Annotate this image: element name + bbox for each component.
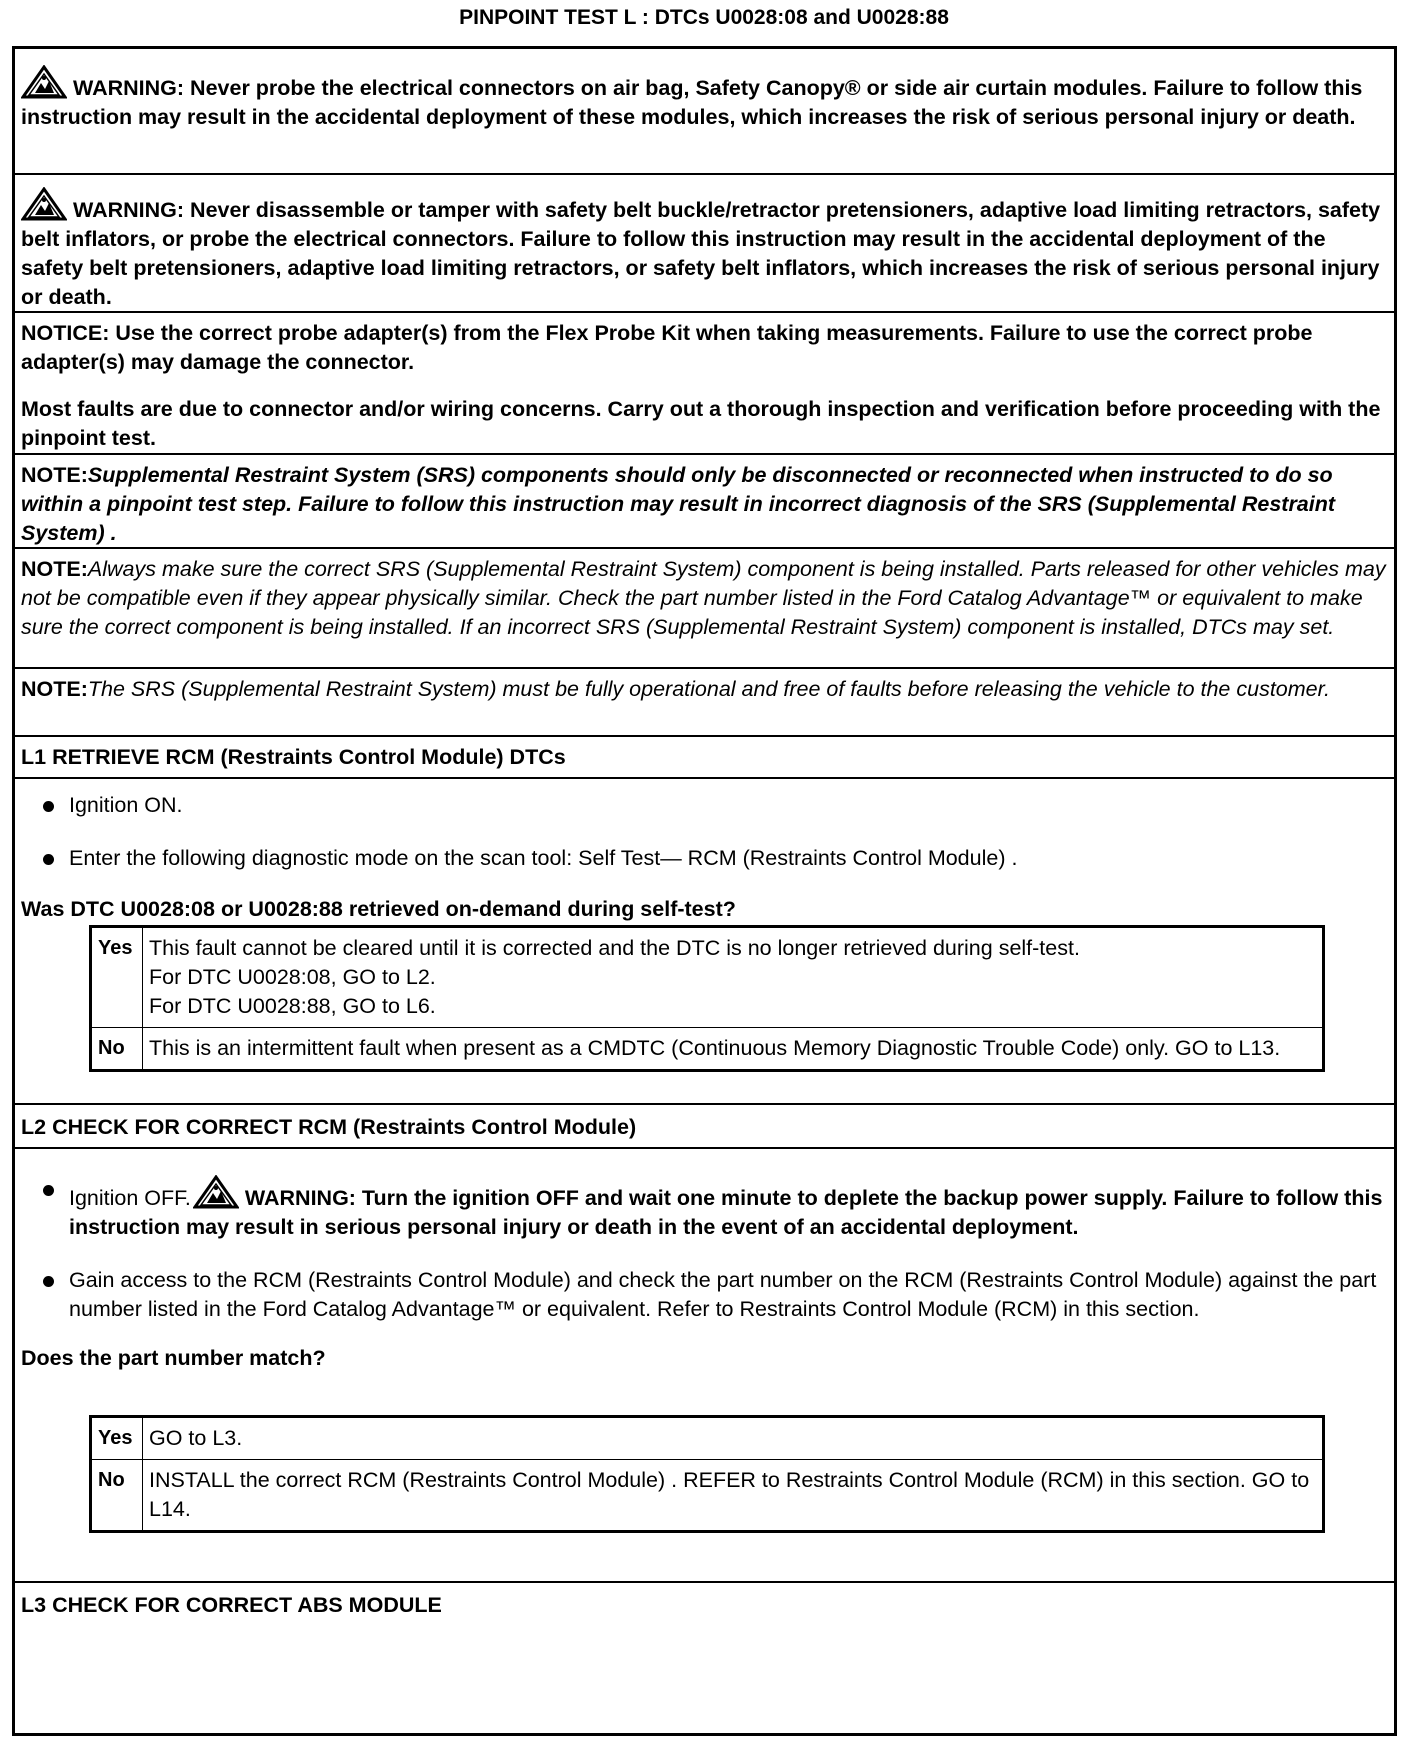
- list-item: Ignition ON.: [21, 791, 1388, 820]
- note-block-3: [15, 669, 1394, 737]
- warning-block-1: [15, 49, 1394, 175]
- step-l1-title: L1 RETRIEVE RCM (Restraints Control Module) DTCs: [21, 745, 566, 769]
- step-l2-question: Does the part number match?: [21, 1346, 326, 1370]
- note-1-text: Supplemental Restraint System (SRS) components should only be disconnected or reconnected when instructed to do so within a pinpoint test step. Failure to follow this instruction may result in incorrect diagnosis of the SRS (Supplemental Restraint System) .: [21, 463, 1336, 545]
- note-label: NOTE:: [21, 463, 88, 487]
- yes-result: GO to L3.: [143, 1417, 1324, 1460]
- step-l1-answer-table: [89, 925, 1325, 1072]
- bullet-icon: [43, 854, 54, 865]
- notice-followup: Most faults are due to connector and/or wiring concerns. Carry out a thorough inspection and verification before proceeding with the pinpoint test.: [21, 397, 1381, 450]
- warning-triangle-icon: [21, 65, 67, 99]
- warning-block-2: [15, 175, 1394, 313]
- note-block-2: [15, 549, 1394, 669]
- warning-1-text: WARNING: Never probe the electrical connectors on air bag, Safety Canopy® or side air curtain modules. Failure to follow this instruction may result in the accidental deployment of these modules, which increases the risk of serious personal injury or death.: [21, 76, 1363, 129]
- list-item: Ignition OFF. WARNING: Turn the ignition OFF and wait one minute to deplete the backup power supply. Failure to follow this instruction may result in serious personal injury or death in the event of an accidental deployment.: [21, 1175, 1388, 1242]
- step-l2-body: [15, 1149, 1394, 1583]
- note-label: NOTE:: [21, 677, 88, 701]
- page-title: PINPOINT TEST L : DTCs U0028:08 and U0028:88: [459, 6, 949, 29]
- step-l2-title: L2 CHECK FOR CORRECT RCM (Restraints Control Module): [21, 1115, 637, 1139]
- table-row: [91, 1028, 1324, 1071]
- notice-block: [15, 313, 1394, 455]
- step-l2-answer-table: [89, 1415, 1325, 1533]
- bullet-icon: [43, 1185, 54, 1196]
- no-result: This is an intermittent fault when present as a CMDTC (Continuous Memory Diagnostic Trouble Code) only. GO to L13.: [143, 1028, 1324, 1071]
- bullet-icon: [43, 1276, 54, 1287]
- note-3-text: The SRS (Supplemental Restraint System) must be fully operational and free of faults before releasing the vehicle to the customer.: [87, 677, 1330, 701]
- step-l1-question: Was DTC U0028:08 or U0028:88 retrieved on-demand during self-test?: [21, 897, 736, 921]
- step-l2-heading: [15, 1105, 1394, 1149]
- bullet-icon: [43, 801, 54, 812]
- warning-text-1: [21, 65, 1388, 132]
- step-l2-warning-text: WARNING: Turn the ignition OFF and wait one minute to deplete the backup power supply. Failure to follow this instruction may result in serious personal injury or death in the event of an accidental deployment.: [69, 1186, 1383, 1239]
- yes-label: Yes: [91, 1417, 143, 1460]
- notice-text: NOTICE: Use the correct probe adapter(s) from the Flex Probe Kit when taking measurements. Failure to use the correct probe adapter(s) may damage the connector.: [21, 321, 1313, 374]
- procedure-frame: [12, 46, 1397, 1736]
- warning-2-text: WARNING: Never disassemble or tamper with safety belt buckle/retractor pretensioners, adaptive load limiting retractors, safety belt inflators, or probe the electrical connectors. Failure to follow this instruction may result in the accidental deployment of the safety belt pretensioners, adaptive load limiting retractors, or safety belt inflators, which increases the risk of serious personal injury or death.: [21, 198, 1381, 309]
- table-row: [91, 1417, 1324, 1460]
- table-row: [91, 1460, 1324, 1532]
- note-label: NOTE:: [21, 557, 88, 581]
- step-l1-heading: [15, 737, 1394, 779]
- yes-label: Yes: [91, 927, 143, 1028]
- step-l1-body: [15, 779, 1394, 1105]
- step-l3-title: L3 CHECK FOR CORRECT ABS MODULE: [21, 1593, 442, 1617]
- warning-triangle-icon: [21, 187, 67, 221]
- no-result: INSTALL the correct RCM (Restraints Control Module) . REFER to Restraints Control Module (RCM) in this section. GO to L14.: [143, 1460, 1324, 1532]
- note-2-text: Always make sure the correct SRS (Supplemental Restraint System) component is being installed. Parts released for other vehicles may not be compatible even if they appear physically similar. Check the part number listed in the Ford Catalog Advantage™ or equivalent to make sure the correct component is being installed. If an incorrect SRS (Supplemental Restraint System) component is installed, DTCs may set.: [21, 557, 1386, 639]
- note-block-1: [15, 455, 1394, 549]
- no-label: No: [91, 1460, 143, 1532]
- list-item: Enter the following diagnostic mode on the scan tool: Self Test— RCM (Restraints Control Module) .: [21, 844, 1388, 873]
- warning-text-2: [21, 187, 1388, 312]
- table-row: [91, 927, 1324, 1028]
- list-item: Gain access to the RCM (Restraints Control Module) and check the part number on the RCM (Restraints Control Module) against the part number listed in the Ford Catalog Advantage™ or equivalent. Refer to Restraints Control Module (RCM) in this section.: [21, 1266, 1388, 1324]
- no-label: No: [91, 1028, 143, 1071]
- yes-result: This fault cannot be cleared until it is corrected and the DTC is no longer retrieved during self-test. For DTC U0028:08, GO to L2. For DTC U0028:88, GO to L6.: [143, 927, 1324, 1028]
- warning-triangle-icon: [193, 1175, 239, 1209]
- step-l3-heading: [15, 1583, 1394, 1629]
